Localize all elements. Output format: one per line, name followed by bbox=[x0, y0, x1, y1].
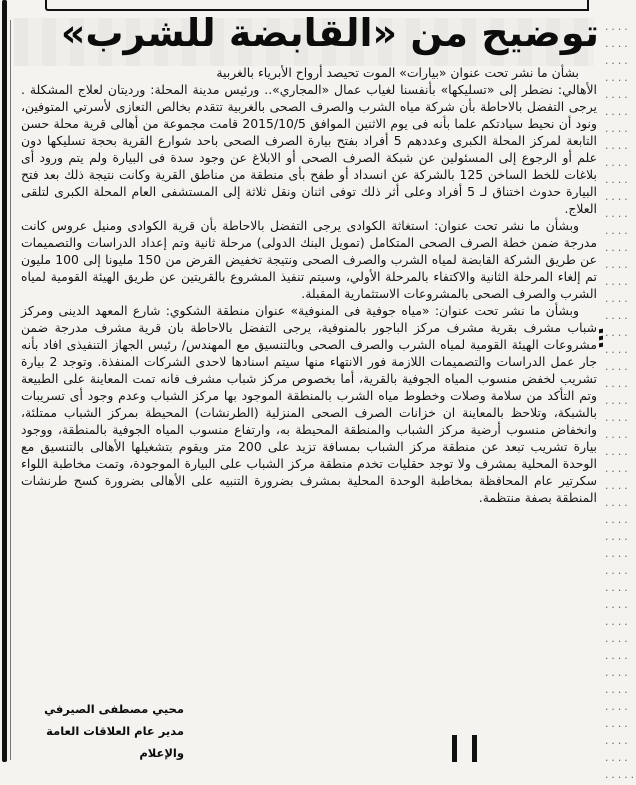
headline: توضيح من «القابضة للشرب» bbox=[60, 11, 599, 55]
right-dotted-margin: .... .... .... .... .... .... .... .... .... .... .... .... .... .... .... .... .... .... .... .... .... .... .... .... .... .... .... .... .... .... .... .... .... .... .... .... .... .... .... .... .... .... .... .... ..... bbox=[604, 23, 636, 781]
right-edge-marks bbox=[599, 326, 603, 360]
signature-block bbox=[14, 698, 184, 764]
article-body bbox=[21, 64, 597, 506]
article-paragraph: وبشأن ما نشر تحت عنوان: «مياه جوفية فى المنوفية» عنوان منطقة الشكوي: شارع المعهد الدينى ومركز شباب مشرف بقرية مشرف مركز الباجور بالمنوفية، يرجى التفضل بالاحاطة بان قرية مشرف مدرجة ضمن مشروعات الهيئة القومية لمياه الشرب والصرف الصحى وبالتنسيق مع المهندس/ رئيس الجهاز التنفيذى افاد بأنه جار عمل الدراسات والتصميمات اللازمة فور الانتهاء منها سيتم اسنادها لاحدى الشركات المنفذة. وتوجد 2 بيارة تشريب لخفض منسوب المياه الجوفية بالقرية، أما بخصوص مركز شباب مشرف فانه تمت المعاينة على الطبيعة وتم التأكد من سلامة وصلات وخطوط مياه الشرب بالمنطقة الموجود بها مركز الشباب وعدم وجود أى تسريبات بالشبكة، وتلاحظ بالمعاينة ان خزانات الصرف الصحى المنزلية (الطرنشات) المحيطة بمركز الشباب ممتلئة، وانخفاض منسوب أرضية مركز الشباب والمنطقة المحيطة به، وارتفاع منسوب المياه الجوفية بالمنطقة، ووجود بيارة تشريب تبعد عن منطقة مركز الشباب بمسافة تزيد على 200 متر ويقوم بتشغيلها الأهالى بالتنسيق مع الوحدة المحلية بمشرف ولا توجد حقليات تخدم منطقة مركز الشباب على البيارة الموجودة، وتمت مخاطبة اللواء سكرتير عام المحافظة بمخاطبة الوحدة المحلية بمشرف بضرورة التنبيه على الأهالى بضرورة كسح طرنشات المنطقة بصفة منتظمة. bbox=[21, 303, 598, 505]
left-border-rule bbox=[2, 0, 7, 762]
bottom-column-bars bbox=[450, 735, 490, 762]
article-paragraph: الأهالي: نضطر إلى «تسليكها» بأنفسنا لغياب عمال «المجاري».. ورئيس مدينة المحلة: ورديتان لعلاج المشكلة . يرجى التفضل بالاحاطة بأن شركة مياه الشرب والصرف الصحى بالغربية تتقدم بخالص التعازى لأسرتي المتوفين، ونود أن نحيط سيادتكم علما بأنه فى يوم الاثنين الموافق 2015/10/5 قامت مجموعة من أهالى قرية محلة حسن التابعة لمركز المحلة الكبرى وعددهم 5 أفراد بفتح بيارة الصرف الصحى باحد شوارع القرية بحجة تسليكها دون علم أو الرجوع إلى المسئولين عن شبكة الصرف الصحى أو الابلاغ عن وجود سدة فى البيارة ولم يتم ورود أى بلاغات للخط الساخن 125 بالشركة عن انسداد أو طفح بأى منطقة من مناطق القرية وكانت نتيجة ذلك بعد فتح البيارة حدوث اختناق لـ 5 أفراد وعلى أثر ذلك توفى اثنان ونقل ثلاثة إلى المستشفى العام المحلة الكبرى لتلقى العلاج. bbox=[21, 82, 597, 216]
signature-name: محيي مصطفى الصيرفي bbox=[44, 702, 184, 716]
article-deck: بشأن ما نشر تحت عنوان «بيارات» الموت تحيصد أرواح الأبرياء بالغربية bbox=[216, 65, 579, 80]
article-paragraph: وبشأن ما نشر تحت عنوان: استغاثة الكوادى يرجى التفضل بالاحاطة بأن قرية الكوادى ومنيل عروس كانت مدرجة ضمن خطة الصرف الصحى المتكامل (تمويل البنك الدولى) مرحلة ثانية وتم إعداد الدراسات والتصميمات عن طريق الشركة القابضة لمياه الشرب والصرف الصحى ونتيجة تخفيض القرض من 150 مليونا إلى 100 مليون تم إلغاء المرحلة الثانية والاكتفاء بالمرحلة الأولي، وسيتم تنفيذ المشروع بالقريتين عن طريق الهيئة القومية لمياه الشرب والصرف الصحى بالمشروعات الاستثمارية المقبلة. bbox=[21, 218, 597, 301]
signature-title: مدير عام العلاقات العامة والإعلام bbox=[46, 724, 184, 760]
left-thin-rule bbox=[10, 20, 11, 760]
